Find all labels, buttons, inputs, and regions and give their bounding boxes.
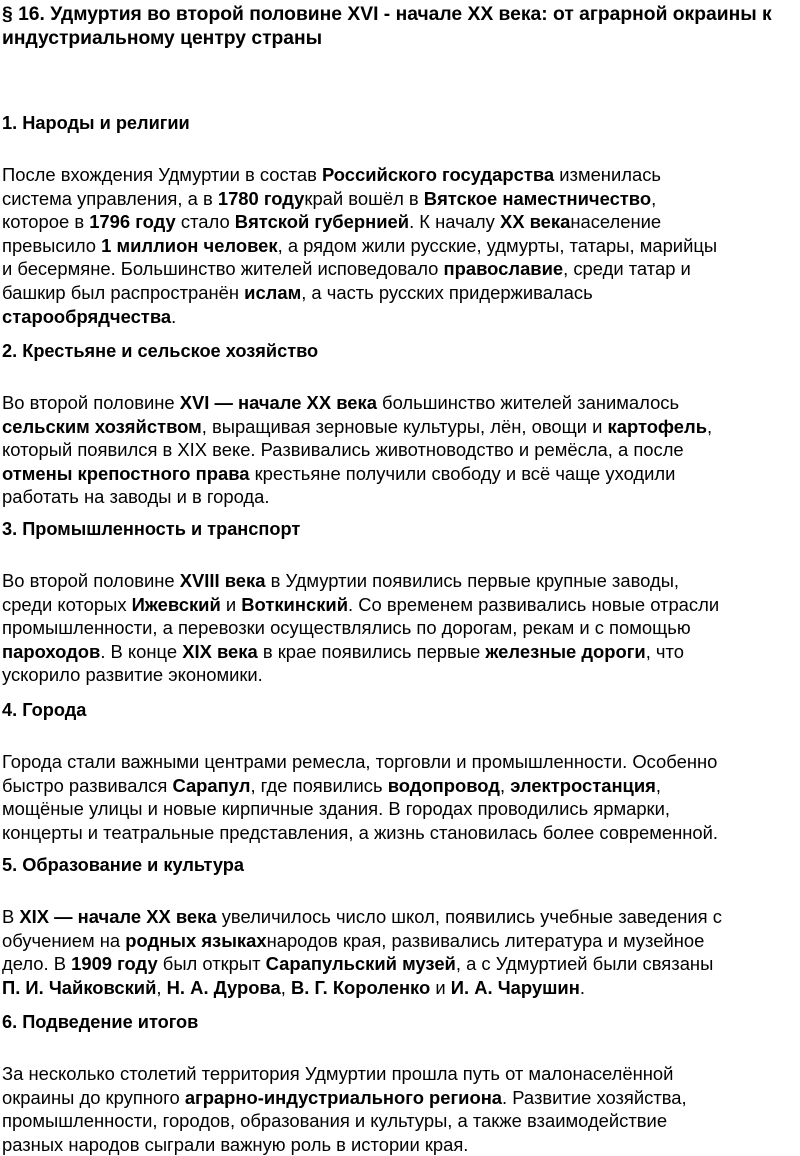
section-paragraph	[2, 1062, 800, 1156]
body-text: крестьяне получили свободу и всё чаще уходили	[249, 462, 676, 484]
emphasis-text: XVI — начале XX века	[179, 392, 377, 413]
section-cities	[2, 698, 800, 844]
body-text: Во второй половине	[2, 570, 180, 591]
emphasis-text: Ижевский	[131, 593, 221, 615]
section-heading: 1. Народы и религии	[2, 113, 190, 133]
emphasis-text: 1909 году	[71, 953, 158, 975]
emphasis-text: православие	[443, 258, 564, 280]
body-text: изменилась	[554, 164, 661, 185]
section-education-culture	[2, 853, 800, 999]
emphasis-text: аграрно-индустриального региона	[184, 1086, 503, 1108]
body-text: и	[220, 593, 242, 615]
emphasis-text: XIX века	[182, 640, 258, 662]
emphasis-text: Вятской губернией	[234, 211, 410, 233]
section-peasants-agriculture	[2, 339, 800, 509]
body-text: ,	[156, 976, 167, 998]
body-text: ,	[499, 774, 511, 796]
body-text: среди которых	[2, 593, 132, 615]
emphasis-text: П. И. Чайковский	[2, 976, 157, 998]
section-heading: 3. Промышленность и транспорт	[2, 519, 301, 539]
emphasis-text: 1 миллион человек	[101, 234, 278, 256]
body-text: , что	[645, 640, 684, 662]
emphasis-text: 1780 году	[217, 187, 305, 209]
emphasis-text: Сарапульский музей	[265, 953, 456, 975]
body-text: концерты и театральные представления, а жизнь становилась более современной.	[2, 821, 719, 843]
section-paragraph	[2, 750, 800, 844]
body-text: в Удмуртии появились первые крупные заводы,	[265, 570, 680, 591]
body-text: стало	[175, 211, 235, 233]
body-text: мощёные улицы и новые кирпичные здания. В городах проводились ярмарки,	[2, 798, 670, 820]
body-text: ускорило развитие экономики.	[2, 664, 263, 686]
section-heading: 4. Города	[2, 700, 87, 720]
body-text: Города стали важными центрами ремесла, торговли и промышленности. Особенно	[2, 751, 718, 772]
body-text: был открыт	[157, 953, 266, 975]
emphasis-text: XVIII века	[179, 570, 266, 591]
emphasis-text: В. Г. Короленко	[290, 976, 431, 998]
emphasis-text: XX века	[499, 211, 571, 233]
body-text: ,	[280, 976, 291, 998]
emphasis-text: железные дороги	[485, 640, 646, 662]
body-text: промышленности, а перевозки осуществлялись по дорогам, рекам и с помощью	[2, 617, 691, 639]
body-text: . Развитие хозяйства,	[502, 1086, 687, 1108]
section-industry-transport	[2, 517, 800, 687]
body-text: .	[171, 305, 177, 327]
body-text: Во второй половине	[2, 392, 180, 413]
emphasis-text: Вятское наместничество	[423, 187, 652, 209]
emphasis-text: 1796 году	[89, 211, 176, 233]
body-text: После вхождения Удмуртии в состав	[2, 164, 322, 185]
body-text: увеличилось число школ, появились учебные заведения с	[216, 906, 722, 927]
body-text: За несколько столетий территория Удмуртии прошла путь от малонаселённой	[2, 1063, 674, 1084]
body-text: промышленности, городов, образования и культуры, а также взаимодействие	[2, 1110, 668, 1132]
emphasis-text: картофель	[607, 415, 708, 437]
emphasis-text: электростанция	[510, 774, 656, 796]
body-text: окраины до крупного	[2, 1086, 185, 1108]
emphasis-text: Н. А. Дурова	[166, 976, 281, 998]
emphasis-text: старообрядчества	[2, 305, 172, 327]
body-text: работать на заводы и в города.	[2, 486, 270, 508]
emphasis-text: водопровод	[387, 774, 500, 796]
body-text: и бесермяне. Большинство жителей исповедовало	[2, 258, 444, 280]
body-text: , среди татар и	[563, 258, 691, 280]
emphasis-text: ислам	[244, 281, 302, 303]
section-heading: 2. Крестьяне и сельское хозяйство	[2, 341, 319, 361]
body-text: разных народов сыграли важную роль в истории края.	[2, 1133, 469, 1155]
section-paragraph	[2, 905, 800, 999]
body-text: , а рядом жили русские, удмурты, татары, марийцы	[277, 234, 718, 256]
body-text: край вошёл в	[304, 187, 424, 209]
emphasis-text: Сарапул	[172, 774, 251, 796]
emphasis-text: пароходов	[2, 640, 101, 662]
section-peoples-religions	[2, 111, 800, 328]
body-text: .	[579, 976, 585, 998]
body-text: , а часть русских придерживалась	[301, 281, 593, 303]
emphasis-text: Воткинский	[241, 593, 349, 615]
emphasis-text: Российского государства	[322, 164, 555, 185]
body-text: быстро развивался	[2, 774, 173, 796]
body-text: в крае появились первые	[257, 640, 486, 662]
body-text: , а с Удмуртией были связаны	[455, 953, 714, 975]
body-text: система управления, а в	[2, 187, 218, 209]
body-text: большинство жителей занималось	[376, 392, 680, 413]
section-paragraph	[2, 163, 800, 328]
body-text: и	[430, 976, 451, 998]
body-text: обучением на	[2, 929, 126, 951]
body-text: превысило	[2, 234, 102, 256]
emphasis-text: отмены крепостного права	[2, 462, 250, 484]
body-text: , где появились	[250, 774, 388, 796]
emphasis-text: родных языках	[125, 929, 267, 951]
body-text: которое в	[2, 211, 90, 233]
body-text: дело. В	[2, 953, 72, 975]
section-heading: 5. Образование и культура	[2, 855, 244, 875]
body-text: который появился в XIX веке. Развивались животноводство и ремёсла, а после	[2, 439, 684, 461]
body-text: . В конце	[100, 640, 183, 662]
body-text: башкир был распространён	[2, 281, 245, 303]
body-text: ,	[655, 774, 662, 796]
emphasis-text: И. А. Чарушин	[450, 976, 580, 998]
section-summary	[2, 1010, 800, 1156]
document-title: § 16. Удмуртия во второй половине XVI - начале XX века: от аграрной окраины к индустриальному центру страны	[2, 4, 772, 49]
body-text: население	[570, 211, 662, 233]
body-text: ,	[651, 187, 657, 209]
body-text: , выращивая зерновые культуры, лён, овощи и	[201, 415, 608, 437]
body-text: . Со временем развивались новые отрасли	[348, 593, 720, 615]
section-heading: 6. Подведение итогов	[2, 1012, 199, 1032]
body-text: . К началу	[409, 211, 500, 233]
section-paragraph	[2, 569, 800, 687]
emphasis-text: XIX — начале XX века	[19, 906, 217, 927]
body-text: ,	[707, 415, 713, 437]
body-text: народов края, развивались литература и музейное	[266, 929, 705, 951]
section-paragraph	[2, 391, 800, 509]
body-text: В	[2, 906, 20, 927]
emphasis-text: сельским хозяйством	[2, 415, 202, 437]
